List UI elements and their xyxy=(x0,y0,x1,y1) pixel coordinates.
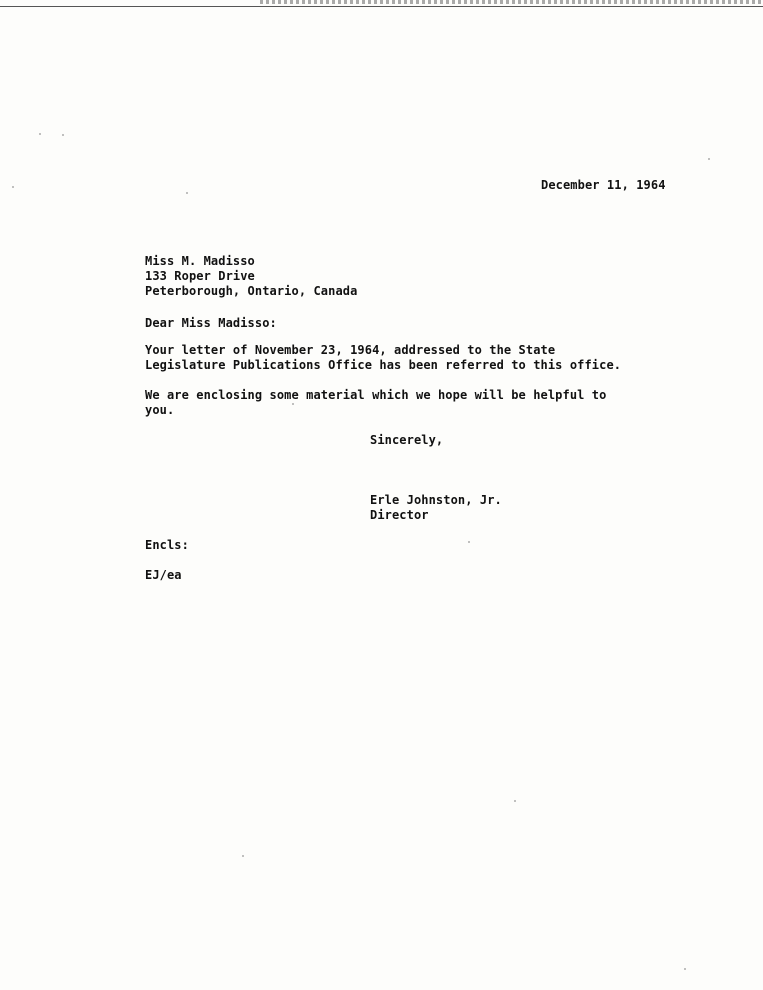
scan-speck xyxy=(684,968,686,970)
scan-speck xyxy=(186,192,188,194)
signer-title: Director xyxy=(370,508,429,522)
body-paragraph-2-line-2: you. xyxy=(145,403,175,417)
body-paragraph-2-line-1: We are enclosing some material which we hope will be helpful to xyxy=(145,388,607,402)
complimentary-closing: Sincerely, xyxy=(370,433,444,447)
signer-name: Erle Johnston, Jr. xyxy=(370,493,502,507)
scan-speck xyxy=(708,158,710,160)
recipient-name: Miss M. Madisso xyxy=(145,254,255,268)
recipient-city: Peterborough, Ontario, Canada xyxy=(145,284,358,298)
scan-speck xyxy=(62,134,64,136)
body-paragraph-1-line-2: Legislature Publications Office has been referred to this office. xyxy=(145,358,622,372)
letter-date: December 11, 1964 xyxy=(541,178,666,192)
scan-speck xyxy=(468,541,470,543)
body-paragraph-1-line-1: Your letter of November 23, 1964, addressed to the State xyxy=(145,343,556,357)
scan-edge-rule xyxy=(0,6,763,7)
enclosure-notation: Encls: xyxy=(145,538,189,552)
scan-speck xyxy=(292,403,294,405)
salutation: Dear Miss Madisso: xyxy=(145,316,277,330)
recipient-street: 133 Roper Drive xyxy=(145,269,255,283)
scan-speck xyxy=(12,186,14,188)
scan-speck xyxy=(242,855,244,857)
reference-initials: EJ/ea xyxy=(145,568,182,582)
scan-edge-strip xyxy=(260,0,763,4)
scan-speck xyxy=(514,800,516,802)
scan-speck xyxy=(39,133,41,135)
